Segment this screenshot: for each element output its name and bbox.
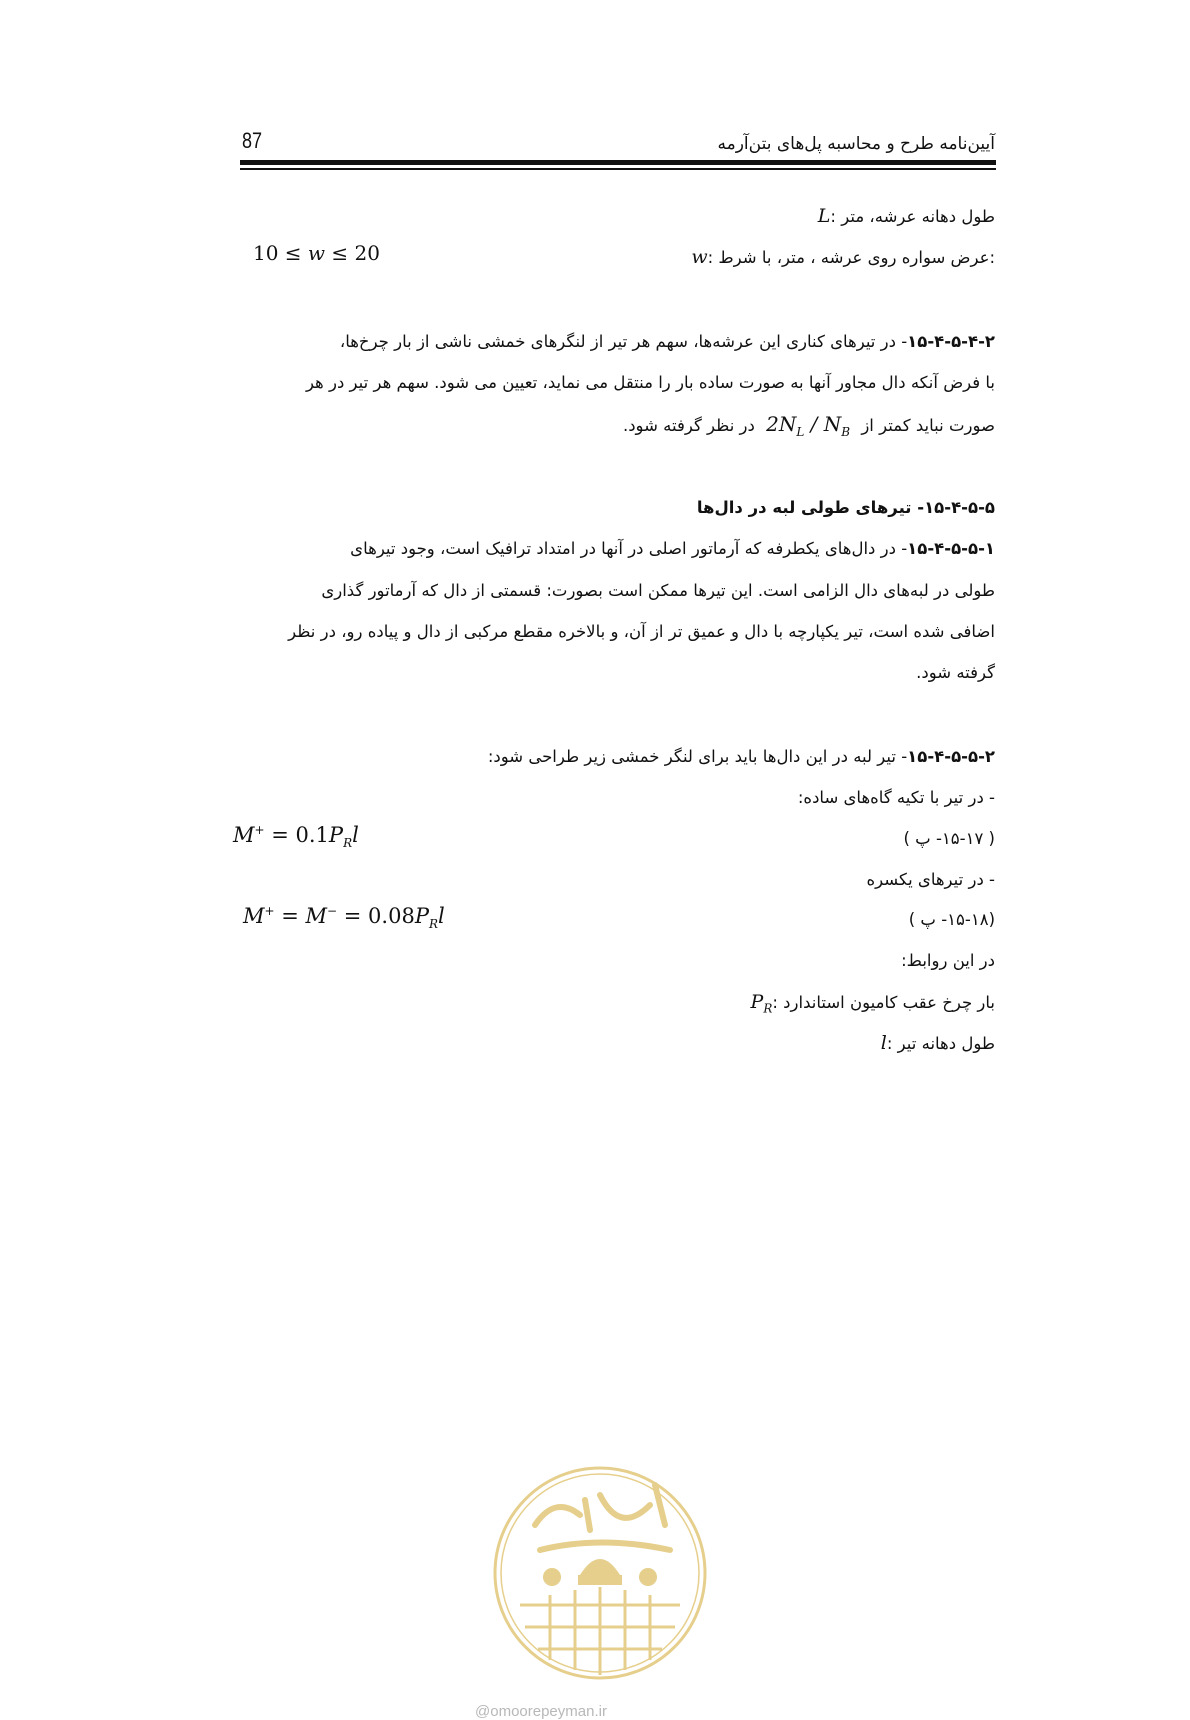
header-rule-thick xyxy=(240,160,996,165)
continuous-label: - در تیرهای یکسره xyxy=(866,870,995,889)
def-w: w: عرض سواره روی عرشه ، متر، با شرط: xyxy=(691,246,995,268)
sec-5-1-line1: ۱۵-۴-۵-۵-۱- در دال‌های یکطرفه که آرماتور اصلی در آنها در امتداد ترافیک است، وجود تیرهای xyxy=(350,539,995,558)
eq-17-formula: $M^+ = 0.1P_Rl$ xyxy=(233,823,359,851)
sec-5-2-intro: ۱۵-۴-۵-۵-۲- تیر لبه در این دال‌ها باید برای لنگر خمشی زیر طراحی شود: xyxy=(487,747,995,766)
organization-seal-logo xyxy=(480,1455,720,1695)
sec-2-number: ۱۵-۴-۵-۴-۲ xyxy=(907,332,995,351)
sec-5-heading: ۱۵-۴-۵-۵- تیرهای طولی لبه در دال‌ها xyxy=(696,498,995,517)
page-number: 87 xyxy=(242,128,263,153)
sec-2-line1: ۱۵-۴-۵-۴-۲- در تیرهای کناری این عرشه‌ها، سهم هر تیر از لنگرهای خمشی ناشی از بار چرخ‌ها، xyxy=(339,332,995,351)
where-label: در این روابط: xyxy=(901,951,995,970)
sec-2-line2: با فرض آنکه دال مجاور آنها به صورت ساده بار را منتقل می نماید، تعیین می شود. سهم هر تیر در هر xyxy=(305,373,995,392)
footer-watermark: @omoorepeyman.ir xyxy=(475,1703,607,1720)
eq-18-formula: $M^+ = M^- = 0.08P_Rl$ xyxy=(243,904,445,932)
sec-5-1-line4: گرفته شود. xyxy=(916,663,995,682)
running-header: آیین‌نامه طرح و محاسبه پل‌های بتن‌آرمه xyxy=(717,134,995,154)
def-L: L: طول دهانه عرشه، متر xyxy=(817,205,995,227)
eq-17-label: ( ۱۵-۱۷- پ ) xyxy=(903,829,995,848)
sec-5-1-line2: طولی در لبه‌های دال الزامی است. این تیرها ممکن است بصورت: قسمتی از دال که آرماتور گذاری xyxy=(321,581,995,600)
def-PR: $P_R$: بار چرخ عقب کامیون استاندارد xyxy=(750,991,995,1016)
sec-5-1-line3: اضافی شده است، تیر یکپارچه با دال و عمیق تر از آن، و بالاخره مقطع مرکبی از دال و پیاده رو، در نظر xyxy=(288,622,995,641)
simple-support-label: - در تیر با تکیه گاه‌های ساده: xyxy=(797,788,995,807)
ratio-formula: $2N_L / N_B$ xyxy=(766,412,851,439)
sec-5-1-number: ۱۵-۴-۵-۵-۱ xyxy=(907,539,995,558)
def-l: l: طول دهانه تیر xyxy=(880,1032,995,1054)
sec-5-2-number: ۱۵-۴-۵-۵-۲ xyxy=(907,747,995,766)
eq-18-label: (۱۵-۱۸- پ ) xyxy=(908,910,995,929)
header-rule-thin xyxy=(240,168,996,170)
w-condition: 10 ≤ w ≤ 20 xyxy=(253,241,380,265)
sec-2-line3: صورت نباید کمتر از $2N_L / N_B$ در نظر گرفته شود. xyxy=(623,412,995,444)
